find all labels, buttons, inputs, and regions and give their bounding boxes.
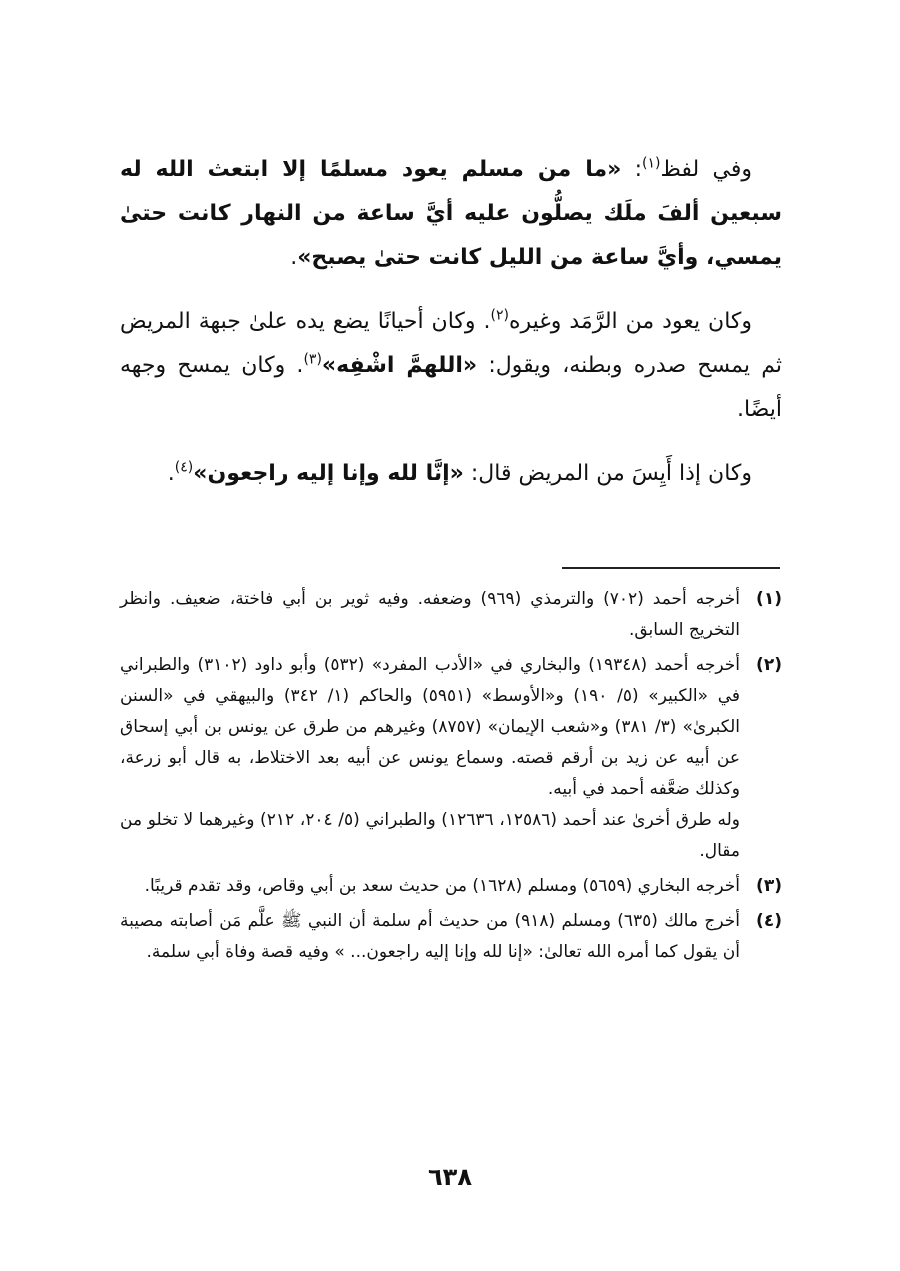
p2-text-b: . وكان أحيانًا يضع يده علىٰ جبهة المريض ثم يمسح صدره وبطنه، ويقول: [120,309,782,378]
p3-text-a: وكان إذا أَيِسَ من المريض قال: [463,461,752,486]
footnote-ref-2[interactable]: (٢) [490,307,509,324]
footnote-number: (٤) [756,911,782,931]
paragraph-1 [120,148,782,280]
p1-colon: : [621,157,643,182]
main-text [120,148,782,496]
footnote-number: (٢) [756,655,782,675]
footnote-2 [120,650,782,867]
hadith-quote-3: «إنَّا لله وإنا إليه راجعون» [193,461,464,486]
footnote-text-continued: وله طرق أخرىٰ عند أحمد (١٢٥٨٦، ١٢٦٣٦) والطبراني (٥/ ٢٠٤، ٢١٢) وغيرهما لا تخلو من مقال. [120,810,740,861]
p3-end: . [167,461,175,486]
footnote-ref-1[interactable]: (١) [642,155,661,172]
footnotes [120,584,782,972]
paragraph-3 [120,452,782,496]
footnote-3 [120,871,782,902]
p2-text-c: . وكان يمسح وجهه أيضًا. [120,353,782,422]
footnote-text: أخرجه أحمد (١٩٣٤٨) والبخاري في «الأدب المفرد» (٥٣٢) وأبو داود (٣١٠٢) والطبراني في «الكبير» (٥/ ١٩٠) و«الأوسط» (٥٩٥١) والحاكم (١/ ٣٤٢) والبيهقي في «السنن الكبرىٰ» (٣/ ٣٨١) و«شعب الإيمان» (٨٧٥٧) وغيرهم من طرق عن يونس بن أبي إسحاق عن أبيه عن زيد بن أرقم قصته. وسماع يونس عن أبيه بعد الاختلاط، به قال أبو زرعة، وكذلك ضعَّفه أحمد في أبيه. [120,655,741,799]
footnote-1 [120,584,782,646]
footnote-ref-3[interactable]: (٣) [303,351,322,368]
footnote-number: (١) [756,589,782,609]
footnote-text: أخرجه البخاري (٥٦٥٩) ومسلم (١٦٢٨) من حديث سعد بن أبي وقاص، وقد تقدم قريبًا. [144,876,740,896]
footnote-divider [562,567,780,569]
hadith-quote-1: «ما من مسلم يعود مسلمًا إلا ابتعث الله له سبعين ألفَ ملَك يصلُّون عليه أيَّ ساعة من النهار كانت حتىٰ يمسي، وأيَّ ساعة من الليل كانت حتىٰ يصبح» [120,157,782,270]
p1-end: . [290,245,298,270]
footnote-ref-4[interactable]: (٤) [174,459,194,476]
footnote-text: أخرج مالك (٦٣٥) ومسلم (٩١٨) من حديث أم سلمة أن النبي ﷺ علَّم مَن أصابته مصيبة أن يقول كما أمره الله تعالىٰ: «إنا لله وإنا إليه راجعون... » وفيه قصة وفاة أبي سلمة. [120,911,740,962]
page-number: ٦٣٨ [428,1163,472,1191]
footnote-text: أخرجه أحمد (٧٠٢) والترمذي (٩٦٩) وضعفه. وفيه ثوير بن أبي فاختة، ضعيف. وانظر التخريج السابق. [120,589,740,640]
footnote-4 [120,906,782,968]
footnote-number: (٣) [756,876,782,896]
p2-text-a: وكان يعود من الرَّمَد وغيره [508,309,753,334]
hadith-quote-2: «اللهمَّ اشْفِه» [321,353,478,378]
paragraph-2 [120,300,782,432]
p1-intro: وفي لفظ [660,157,753,182]
